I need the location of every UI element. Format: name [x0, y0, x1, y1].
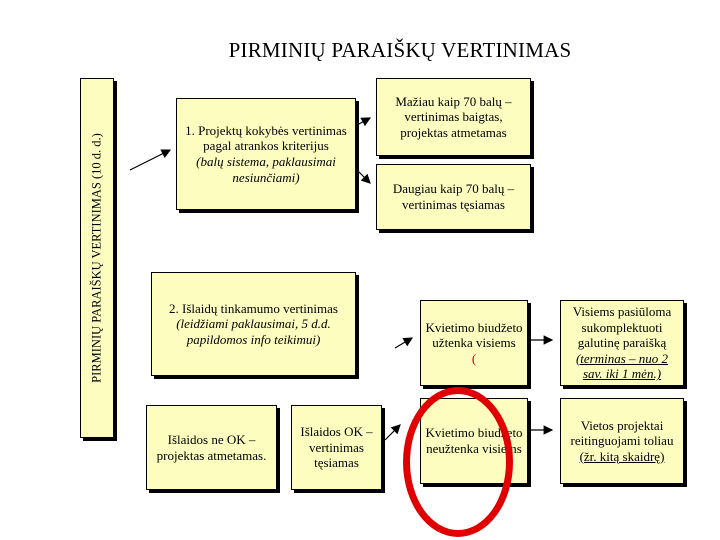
- budget-insufficient-text: Kvietimo biudžeto neužtenka visiems: [425, 425, 523, 456]
- arrow-ok-to-budget-short: [385, 425, 400, 440]
- more-than-70-box: [376, 164, 531, 230]
- expenses-ok-text: Išlaidos OK – vertinimas tęsiamas: [300, 424, 373, 471]
- red-highlight-circle: [403, 387, 513, 537]
- final-application-box: [560, 300, 684, 386]
- budget-sufficient-mark: (: [471, 350, 477, 366]
- side-label: PIRMINIŲ PARAIŠKŲ VERTINIMAS (10 d. d.): [89, 133, 104, 383]
- eligibility-assessment-box: [151, 272, 356, 376]
- expenses-not-ok-text: Išlaidos ne OK – projektas atmetamas.: [156, 431, 267, 463]
- ranking-link-note: (žr. kitą skaidrę): [579, 448, 665, 464]
- budget-sufficient-box: [420, 300, 528, 386]
- eligibility-assessment-note: (leidžiami paklausimai, 5 d.d. papildomos info teikimui): [176, 316, 331, 347]
- budget-sufficient-text: Kvietimo biudžeto užtenka visiems: [425, 319, 523, 351]
- arrow-side-to-box1: [130, 150, 170, 170]
- final-application-text: Visiems pasiūloma sukomplektuoti galutinę paraišką: [572, 304, 672, 351]
- final-application-term: (terminas – nuo 2 sav. iki 1 mėn.): [575, 350, 669, 382]
- eligibility-assessment-text: 2. Išlaidų tinkamumo vertinimas: [169, 300, 338, 316]
- arrow-box1-to-more70: [357, 170, 370, 183]
- quality-assessment-box: [176, 98, 356, 210]
- ranking-text: Vietos projektai reitinguojami toliau: [570, 417, 674, 449]
- less-than-70-text: Mažiau kaip 70 balų – vertinimas baigtas, projektas atmetamas: [395, 93, 512, 140]
- expenses-ok-box: [291, 405, 382, 490]
- page-title: PIRMINIŲ PARAIŠKŲ VERTINIMAS: [228, 38, 572, 62]
- arrow-box1-to-less70: [357, 118, 370, 125]
- quality-assessment-text: 1. Projektų kokybės vertinimas pagal atrankos kriterijus: [185, 122, 347, 154]
- quality-assessment-note: (balų sistema, paklausimai nesiunčiami): [196, 154, 336, 185]
- expenses-not-ok-box: [146, 405, 277, 490]
- less-than-70-box: [376, 78, 531, 156]
- arrow-box2-to-budget-ok: [395, 338, 412, 348]
- more-than-70-text: Daugiau kaip 70 balų – vertinimas tęsiamas: [392, 181, 515, 212]
- ranking-box: [560, 398, 684, 484]
